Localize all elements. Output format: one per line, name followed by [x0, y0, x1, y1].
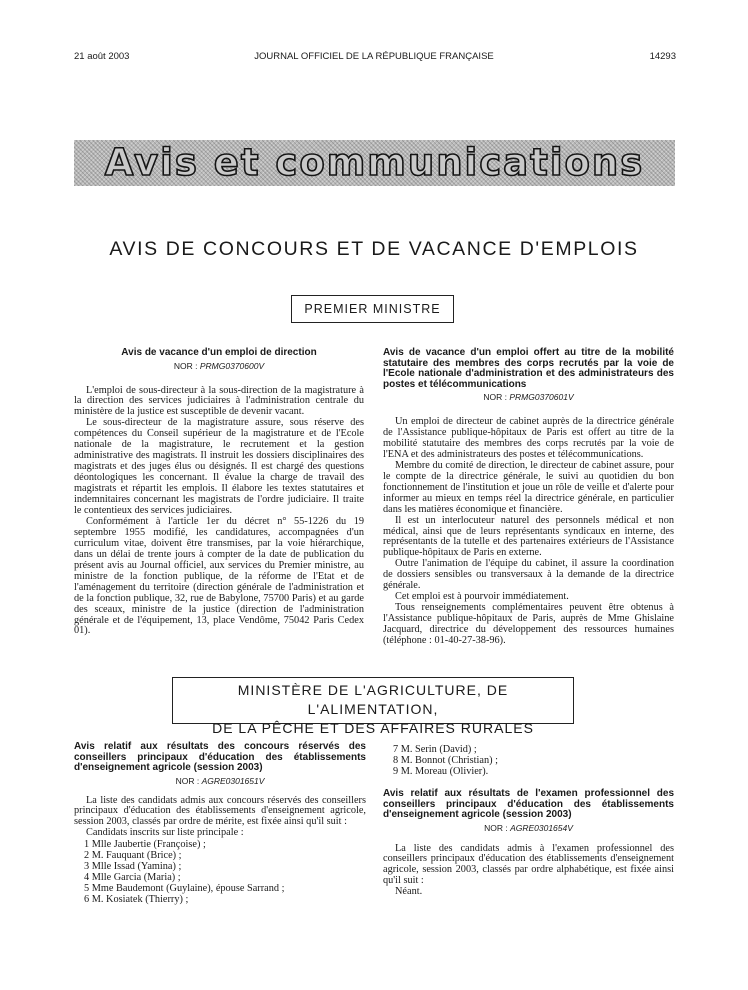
- paragraph: Un emploi de directeur de cabinet auprès de la directrice générale de l'Assistance publique-hôpitaux de Paris est offert au titre de la mobilité statutaire des membres des corps recrutés par la voie de l'ENA et des administrateurs des postes et télécommunications.: [383, 416, 674, 460]
- nor-code: AGRE0301651V: [201, 775, 265, 786]
- list-item: 4 Mlle Garcia (Maria) ;: [84, 872, 181, 884]
- paragraph: Membre du comité de direction, le directeur de cabinet assure, pour le compte de la directrice générale, le suivi au quotidien du bon fonctionnement de l'institution et joue un rôle de veille et d'alerte pour informer au mieux en temps réel la directrice générale, en particulier dans les matières économique et financière.: [383, 459, 674, 515]
- paragraph: Conformément à l'article 1er du décret n° 55-1226 du 19 septembre 1955 modifié, les candidatures, accompagnées d'un curriculum vitae, doivent être transmises, par la voie hiérarchique, dans un délai de trente jours à compter de la date de publication du présent avis au Journal officiel, aux services du Premier ministre, au ministre de la fonction publique, de la réforme de l'Etat et de l'aménagement du territoire (direction générale de l'administration et de la fonction publique, 32, rue de Babylone, 75700 Paris) et au garde des sceaux, ministre de la justice (direction de l'administration générale et de l'équipement, 13, place Vendôme, 75042 Paris Cedex 01).: [74, 515, 364, 637]
- banner-title: Avis et communications: [104, 141, 645, 184]
- paragraph: Outre l'animation de l'équipe du cabinet, il assure la coordination de dossiers sensibles ou transversaux à la demande de la directrice générale.: [383, 558, 674, 592]
- notice-resultats-concours: [74, 742, 366, 905]
- running-header: [0, 51, 748, 65]
- nor-reference: [74, 360, 364, 372]
- notice-heading: Avis de vacance d'un emploi offert au titre de la mobilité statutaire des membres des corps recrutés par la voie de l'Ecole nationale d'administration et des administrateurs des postes et télécommunications: [383, 347, 674, 390]
- list-item: 6 M. Kosiatek (Thierry) ;: [84, 894, 189, 906]
- journal-title: JOURNAL OFFICIEL DE LA RÉPUBLIQUE FRANÇAISE: [254, 51, 494, 62]
- section-title: AVIS DE CONCOURS ET DE VACANCE D'EMPLOIS: [109, 238, 639, 260]
- candidate-list-continued: [383, 744, 674, 777]
- issue-date: 21 août 2003: [74, 51, 130, 62]
- notice-vacance-direction: [74, 348, 364, 637]
- list-item: 9 M. Moreau (Olivier).: [393, 766, 489, 777]
- nor-code: PRMG0370601V: [509, 392, 574, 402]
- paragraph: Tous renseignements complémentaires peuvent être obtenus à l'Assistance publique-hôpitaux de Paris, auprès de Mme Ghislaine Jacquard, directrice du développement des ressources humaines (téléphone : 01-40-27-38-96).: [383, 602, 674, 647]
- paragraph: Cet emploi est à pourvoir immédiatement.: [395, 591, 569, 603]
- list-item: 1 Mlle Jaubertie (Françoise) ;: [84, 839, 206, 851]
- right-column-bottom: [383, 744, 674, 898]
- nor-reference: [383, 391, 674, 403]
- ministry-box-premier-ministre: PREMIER MINISTRE: [291, 295, 454, 323]
- notice-heading: Avis relatif aux résultats des concours réservés des conseillers principaux d'éducation des établissements d'enseignement agricole (session 2003): [74, 741, 366, 773]
- list-item: 7 M. Serin (David) ;: [393, 744, 477, 755]
- paragraph: La liste des candidats admis aux concours réservés des conseillers principaux d'éducation des établissements d'enseignement agricole, session 2003, classés par ordre de mérite, est fixée ainsi qu'il suit :: [74, 794, 366, 828]
- paragraph: L'emploi de sous-directeur à la sous-direction de la magistrature à la direction des services judiciaires à l'administration centrale du ministère de la justice est susceptible de devenir vacant.: [74, 384, 364, 418]
- paragraph: La liste des candidats admis à l'examen professionnel des conseillers principaux d'éducation des établissements d'enseignement agricole, session 2003, classés par ordre alphabétique, est fixée ainsi qu'il suit :: [383, 842, 674, 887]
- nor-prefix: NOR :: [484, 822, 508, 833]
- paragraph: Il est un interlocuteur naturel des personnels médical et non médical, ainsi que de leurs représentants syndicaux en interne, des représentants de la tutelle et des partenaires extérieurs de l'Assistance publique-hôpitaux de Paris en externe.: [383, 514, 674, 559]
- paragraph: Le sous-directeur de la magistrature assure, sous réserve des compétences du Conseil supérieur de la magistrature et de l'Ecole nationale de la magistrature, le recrutement et la gestion administrative des magistrats. Il instruit les dossiers disciplinaires des magistrats et des juges élus ou désignés. Il est chargé des questions déontologiques les concernant. Il évalue la charge de travail des magistrats et répartit les emplois. Il élabore les textes statutaires et indemnitaires concernant les magistrats de l'ordre judiciaire. Il traite le contentieux des services judiciaires.: [74, 417, 364, 516]
- list-item: 5 Mme Baudemont (Guylaine), épouse Sarrand ;: [84, 883, 285, 895]
- ministry-line-2: DE LA PÊCHE ET DES AFFAIRES RURALES: [212, 720, 534, 736]
- list-intro: Candidats inscrits sur liste principale :: [86, 827, 244, 839]
- nor-prefix: NOR :: [175, 775, 200, 786]
- ministry-box-agriculture: [172, 677, 574, 736]
- nor-reference: [74, 775, 366, 787]
- candidate-list: [74, 839, 366, 905]
- result-text: Néant.: [395, 886, 423, 898]
- page-number: 14293: [649, 51, 676, 62]
- nor-code: PRMG0370600V: [199, 360, 265, 371]
- list-item: 2 M. Fauquant (Brice) ;: [84, 850, 182, 862]
- notice-vacance-mobilite: [383, 348, 674, 647]
- nor-code: AGRE0301654V: [510, 822, 573, 833]
- notice-heading: Avis de vacance d'un emploi de direction: [121, 347, 317, 358]
- nor-prefix: NOR :: [173, 360, 198, 371]
- notice-resultats-examen: [383, 789, 674, 898]
- notice-heading: Avis relatif aux résultats de l'examen professionnel des conseillers principaux d'éducation des établissements d'enseignement agricole (session 2003): [383, 788, 674, 820]
- nor-reference: [383, 822, 674, 834]
- ministry-line-1: MINISTÈRE DE L'AGRICULTURE, DE L'ALIMENTATION,: [237, 682, 509, 717]
- nor-prefix: NOR :: [483, 392, 507, 402]
- section-banner: [74, 140, 675, 186]
- list-item: 3 Mlle Issad (Yamina) ;: [84, 861, 182, 873]
- list-item: 8 M. Bonnot (Christian) ;: [393, 755, 498, 766]
